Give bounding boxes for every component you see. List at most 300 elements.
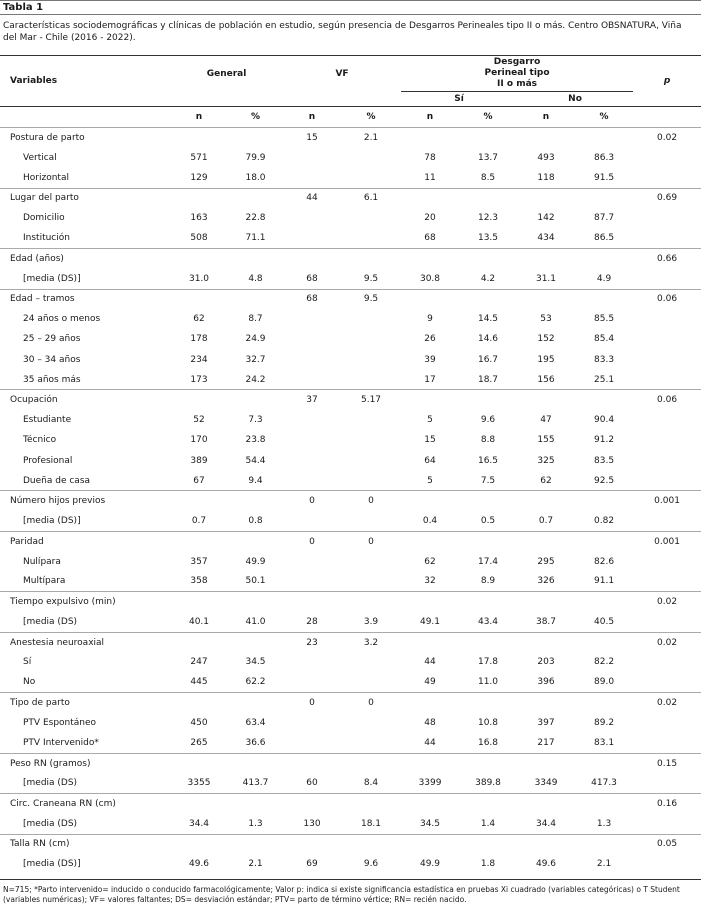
cell-np: 89.0 (594, 677, 615, 688)
cell-vn (283, 733, 341, 753)
table-bottom-rule (0, 879, 701, 880)
table-row (0, 632, 701, 652)
cell-gn (170, 834, 228, 854)
table-row (0, 148, 701, 168)
cell-gp (228, 794, 283, 814)
table-row (0, 713, 701, 733)
cell-vp (341, 572, 401, 592)
table-row (0, 612, 701, 632)
cell-vn (283, 350, 341, 370)
row-category: Ocupación (0, 390, 170, 410)
cell-gn (170, 188, 228, 208)
row-sublabel: Vertical (23, 152, 57, 163)
cell-gn: 3355 (187, 778, 211, 789)
cell-np: 83.3 (594, 354, 615, 365)
cell-np: 85.4 (594, 334, 615, 345)
cell-vp (341, 713, 401, 733)
cell-nn: 34.4 (535, 818, 557, 829)
cell-sp: 8.8 (480, 435, 496, 446)
cell-sn (401, 753, 459, 773)
cell-gp: 49.9 (245, 556, 266, 567)
cell-gp: 9.4 (248, 475, 263, 486)
cell-p: 0.02 (633, 693, 701, 713)
row-sublabel: [media (DS) (23, 616, 78, 627)
cell-np: 25.1 (594, 374, 615, 385)
cell-vn (283, 592, 341, 612)
table-row (0, 551, 701, 571)
cell-np: 91.5 (594, 172, 615, 183)
cell-nn (517, 249, 575, 269)
cell-nn: 217 (537, 737, 555, 748)
cell-vp (341, 652, 401, 672)
row-category: Número hijos previos (0, 491, 170, 511)
row-category: Tiempo expulsivo (min) (0, 592, 170, 612)
cell-nn (517, 531, 575, 551)
cell-vp: 3.2 (341, 632, 401, 652)
cell-p (633, 551, 701, 571)
cell-vn (283, 148, 341, 168)
row-category: Paridad (0, 531, 170, 551)
cell-np (575, 128, 633, 148)
cell-nn (517, 390, 575, 410)
cell-sp: 13.7 (477, 152, 499, 163)
cell-gp (228, 753, 283, 773)
cell-vp: 0 (341, 693, 401, 713)
table-caption: Características sociodemográficas y clínicas de población en estudio, según presencia de Desgarros Perineales tipo II o más. Centro OBSNATURA, Viña del Mar - Chile (2016 - 2022). (3, 21, 682, 43)
cell-vn (283, 834, 341, 854)
cell-sn (401, 491, 459, 511)
cell-nn: 47 (540, 415, 552, 426)
cell-vp (341, 794, 401, 814)
cell-nn: 49.6 (535, 859, 557, 870)
cell-nn: 434 (537, 233, 555, 244)
row-sublabel: [media (DS)] (23, 273, 81, 284)
cell-vp (341, 228, 401, 248)
cell-gp (228, 592, 283, 612)
header-pct: % (366, 112, 376, 122)
cell-p: 0.66 (633, 249, 701, 269)
row-sublabel: [media (DS)] (23, 515, 81, 526)
cell-p: 0.15 (633, 753, 701, 773)
cell-vp (341, 148, 401, 168)
cell-vp (341, 430, 401, 450)
cell-gn (170, 531, 228, 551)
cell-p: 0.02 (633, 128, 701, 148)
cell-sn (401, 834, 459, 854)
cell-gp: 7.3 (248, 415, 263, 426)
cell-nn (517, 491, 575, 511)
cell-gp (228, 531, 283, 551)
cell-sp (459, 632, 517, 652)
row-category: Tipo de parto (0, 693, 170, 713)
cell-gp (228, 632, 283, 652)
cell-vp (341, 350, 401, 370)
cell-gn (170, 753, 228, 773)
cell-vp: 6.1 (341, 188, 401, 208)
cell-np: 86.3 (594, 152, 615, 163)
cell-sp: 16.5 (477, 455, 499, 466)
cell-p (633, 208, 701, 228)
table-row (0, 188, 701, 208)
table-row (0, 491, 701, 511)
cell-np: 83.1 (594, 737, 615, 748)
cell-vp (341, 551, 401, 571)
cell-nn: 155 (537, 435, 555, 446)
cell-gn: 62 (193, 314, 205, 325)
cell-gp: 62.2 (245, 677, 266, 688)
cell-vp (341, 410, 401, 430)
cell-sn: 30.8 (419, 273, 441, 284)
table-row (0, 390, 701, 410)
row-sublabel: Técnico (23, 435, 57, 446)
cell-p: 0.69 (633, 188, 701, 208)
header-n: n (542, 112, 550, 122)
cell-p (633, 430, 701, 450)
cell-np (575, 249, 633, 269)
row-sublabel: Estudiante (23, 415, 72, 426)
cell-gn (170, 592, 228, 612)
header-desgarro: Desgarro Perineal tipo II o más (484, 57, 550, 89)
row-sublabel: Institución (23, 233, 70, 244)
cell-vn: 68 (283, 289, 341, 309)
cell-p (633, 148, 701, 168)
cell-vn (283, 794, 341, 814)
cell-sp: 16.8 (477, 737, 499, 748)
cell-sp: 17.8 (477, 657, 499, 668)
cell-vp: 5.17 (341, 390, 401, 410)
row-sublabel: PTV Intervenido* (23, 737, 99, 748)
cell-vp (341, 208, 401, 228)
cell-vp (341, 309, 401, 329)
cell-gp: 0.8 (248, 515, 263, 526)
cell-sp: 18.7 (477, 374, 499, 385)
header-pct: % (250, 112, 261, 122)
cell-vp: 8.4 (363, 778, 379, 789)
cell-np: 83.5 (594, 455, 615, 466)
cell-nn: 396 (537, 677, 555, 688)
cell-sp: 11.0 (477, 677, 499, 688)
cell-nn: 326 (537, 576, 555, 587)
row-sublabel: No (23, 677, 36, 688)
cell-gn (170, 289, 228, 309)
cell-vn (283, 451, 341, 471)
cell-p (633, 309, 701, 329)
row-sublabel: Nulípara (23, 556, 61, 567)
table-row (0, 370, 701, 390)
cell-nn: 62 (540, 475, 552, 486)
cell-gp: 34.5 (245, 657, 266, 668)
cell-sn: 17 (424, 374, 436, 385)
cell-np (575, 531, 633, 551)
header-pct: % (599, 112, 609, 122)
cell-gn: 173 (190, 374, 208, 385)
cell-gp: 4.8 (248, 273, 263, 284)
cell-gn: 358 (190, 576, 208, 587)
cell-sn: 34.5 (419, 818, 441, 829)
table-footnote: N=715; *Parto intervenido= inducido o conducido farmacológicamente; Valor p: indica si existe significancia estadística en pruebas Xi cuadrado (variables categóricas) o T Student (variables numéricas); VF= valores faltantes; DS= desviación estándar; PTV= parto de término vértice; RN= recién nacido. (3, 885, 680, 904)
cell-vn (283, 329, 341, 349)
cell-sn: 11 (424, 172, 436, 183)
cell-gp (228, 188, 283, 208)
row-sublabel: Multípara (23, 576, 66, 587)
cell-np: 1.3 (596, 818, 612, 829)
header-pct: % (483, 112, 493, 122)
table-row (0, 309, 701, 329)
cell-gn: 170 (190, 435, 208, 446)
row-category: Edad – tramos (0, 289, 170, 309)
cell-p: 0.02 (633, 592, 701, 612)
cell-vn (283, 572, 341, 592)
cell-sn: 78 (424, 152, 436, 163)
cell-nn: 0.7 (538, 515, 554, 526)
cell-p (633, 733, 701, 753)
cell-gn (170, 491, 228, 511)
row-sublabel: [media (DS) (23, 778, 78, 789)
cell-sp (459, 128, 517, 148)
cell-vp: 9.6 (363, 859, 379, 870)
cell-np: 90.4 (594, 415, 615, 426)
cell-sn: 5 (427, 415, 433, 426)
cell-gn (170, 632, 228, 652)
table-row (0, 511, 701, 531)
cell-sp: 9.6 (480, 415, 496, 426)
table-row (0, 329, 701, 349)
cell-vn: 28 (306, 616, 318, 627)
cell-sn: 20 (424, 213, 436, 224)
cell-p (633, 350, 701, 370)
cell-vp (341, 249, 401, 269)
cell-np: 0.82 (594, 515, 615, 526)
cell-vn (283, 208, 341, 228)
table-row (0, 753, 701, 773)
row-sublabel: [media (DS)] (23, 859, 81, 870)
cell-np: 86.5 (594, 233, 615, 244)
cell-np: 87.7 (594, 213, 615, 224)
cell-sp (459, 531, 517, 551)
cell-sn (401, 592, 459, 612)
cell-vp (341, 471, 401, 491)
cell-nn: 295 (537, 556, 555, 567)
table-row (0, 249, 701, 269)
table-label-bar (0, 0, 701, 15)
cell-vn: 0 (283, 693, 341, 713)
row-sublabel: 24 años o menos (23, 314, 101, 325)
cell-nn (517, 289, 575, 309)
cell-vn (283, 249, 341, 269)
row-sublabel: 30 – 34 años (23, 354, 81, 365)
cell-vn: 60 (306, 778, 318, 789)
cell-vp (341, 753, 401, 773)
table-row (0, 592, 701, 612)
cell-nn: 152 (537, 334, 555, 345)
cell-gn (170, 128, 228, 148)
cell-sn (401, 531, 459, 551)
cell-sp: 8.9 (480, 576, 496, 587)
cell-np: 40.5 (594, 616, 615, 627)
cell-vp (341, 733, 401, 753)
cell-vn: 130 (303, 818, 321, 829)
cell-gp (228, 249, 283, 269)
cell-sp: 8.5 (480, 172, 496, 183)
cell-gp: 50.1 (245, 576, 266, 587)
cell-gp: 32.7 (245, 354, 266, 365)
cell-gp: 41.0 (245, 616, 266, 627)
cell-vn: 37 (283, 390, 341, 410)
cell-np: 417.3 (591, 778, 617, 789)
cell-nn: 493 (537, 152, 555, 163)
cell-gn (170, 693, 228, 713)
cell-vn: 69 (306, 859, 318, 870)
cell-vn: 68 (306, 273, 318, 284)
cell-sp: 14.5 (477, 314, 499, 325)
cell-p (633, 814, 701, 834)
cell-p (633, 511, 701, 531)
cell-gp (228, 289, 283, 309)
cell-nn: 142 (537, 213, 555, 224)
cell-gp: 2.1 (248, 859, 263, 870)
cell-gp: 8.7 (248, 314, 263, 325)
cell-gn: 49.6 (188, 859, 210, 870)
cell-sn: 62 (424, 556, 436, 567)
cell-sn: 49 (424, 677, 436, 688)
header-n: n (195, 112, 203, 122)
header-no: No (517, 92, 633, 107)
cell-sp: 389.8 (475, 778, 501, 789)
cell-gn: 31.0 (188, 273, 210, 284)
cell-gn: 34.4 (188, 818, 210, 829)
table-row (0, 774, 701, 794)
cell-sn (401, 289, 459, 309)
cell-gn: 357 (190, 556, 208, 567)
cell-np (575, 794, 633, 814)
header-n: n (308, 112, 316, 122)
cell-nn: 118 (537, 172, 555, 183)
table-row (0, 834, 701, 854)
cell-gp: 63.4 (245, 718, 266, 729)
cell-sp: 13.5 (477, 233, 499, 244)
cell-sn (401, 794, 459, 814)
cell-vn (283, 713, 341, 733)
cell-np: 2.1 (596, 859, 612, 870)
table-row (0, 410, 701, 430)
row-category: Anestesia neuroaxial (0, 632, 170, 652)
cell-p (633, 713, 701, 733)
cell-vn (283, 551, 341, 571)
cell-sp: 12.3 (477, 213, 499, 224)
cell-p (633, 572, 701, 592)
cell-sn (401, 128, 459, 148)
table-row (0, 289, 701, 309)
header-variables: Variables (10, 76, 58, 86)
row-sublabel: Profesional (23, 455, 73, 466)
cell-p: 0.06 (633, 289, 701, 309)
cell-np: 82.6 (594, 556, 615, 567)
header-p: p (663, 76, 671, 86)
cell-gp (228, 491, 283, 511)
cell-vp (341, 673, 401, 693)
cell-sp (459, 491, 517, 511)
cell-gn: 445 (190, 677, 208, 688)
cell-p (633, 774, 701, 794)
cell-sp: 43.4 (477, 616, 499, 627)
table-row (0, 471, 701, 491)
cell-p: 0.02 (633, 632, 701, 652)
cell-vn (283, 471, 341, 491)
cell-sn: 5 (427, 475, 433, 486)
row-sublabel: Sí (23, 657, 32, 668)
cell-gn: 450 (190, 718, 208, 729)
row-category: Postura de parto (0, 128, 170, 148)
header-general: General (206, 68, 247, 79)
cell-vn: 15 (283, 128, 341, 148)
cell-p (633, 168, 701, 188)
cell-gn (170, 249, 228, 269)
cell-np: 85.5 (594, 314, 615, 325)
cell-gn (170, 794, 228, 814)
cell-gp: 18.0 (245, 172, 266, 183)
table-row (0, 128, 701, 148)
cell-gp: 36.6 (245, 737, 266, 748)
cell-np (575, 188, 633, 208)
cell-np (575, 289, 633, 309)
cell-gn: 129 (190, 172, 208, 183)
cell-sp: 1.4 (480, 818, 496, 829)
cell-sn: 48 (424, 718, 436, 729)
cell-gn: 163 (190, 213, 208, 224)
cell-sn: 49.9 (419, 859, 441, 870)
cell-np (575, 693, 633, 713)
row-sublabel: Horizontal (23, 172, 69, 183)
cell-nn: 203 (537, 657, 555, 668)
cell-gp: 71.1 (245, 233, 266, 244)
cell-sp: 0.5 (480, 515, 496, 526)
row-category: Peso RN (gramos) (0, 753, 170, 773)
cell-sp (459, 794, 517, 814)
cell-sp: 7.5 (480, 475, 496, 486)
cell-p: 0.06 (633, 390, 701, 410)
cell-vp (341, 511, 401, 531)
cell-gn: 508 (190, 233, 208, 244)
row-sublabel: [media (DS) (23, 818, 78, 829)
cell-nn (517, 632, 575, 652)
cell-np: 91.2 (594, 435, 615, 446)
table-label: Tabla 1 (3, 2, 44, 13)
cell-p: 0.05 (633, 834, 701, 854)
table-row (0, 693, 701, 713)
cell-vp: 2.1 (341, 128, 401, 148)
row-category: Circ. Craneana RN (cm) (0, 794, 170, 814)
cell-sp (459, 753, 517, 773)
cell-vp: 9.5 (363, 273, 379, 284)
table-row (0, 269, 701, 289)
cell-vp: 3.9 (363, 616, 379, 627)
cell-sp: 10.8 (477, 718, 499, 729)
table-row (0, 673, 701, 693)
cell-gp: 23.8 (245, 435, 266, 446)
cell-np (575, 491, 633, 511)
cell-sp: 1.8 (480, 859, 496, 870)
cell-np: 91.1 (594, 576, 615, 587)
cell-sp: 16.7 (477, 354, 499, 365)
cell-nn (517, 834, 575, 854)
header-vf: VF (335, 68, 349, 79)
cell-sn: 39 (424, 354, 436, 365)
cell-sn: 44 (424, 737, 436, 748)
cell-sp (459, 693, 517, 713)
cell-np (575, 390, 633, 410)
table-row (0, 572, 701, 592)
row-category: Talla RN (cm) (0, 834, 170, 854)
